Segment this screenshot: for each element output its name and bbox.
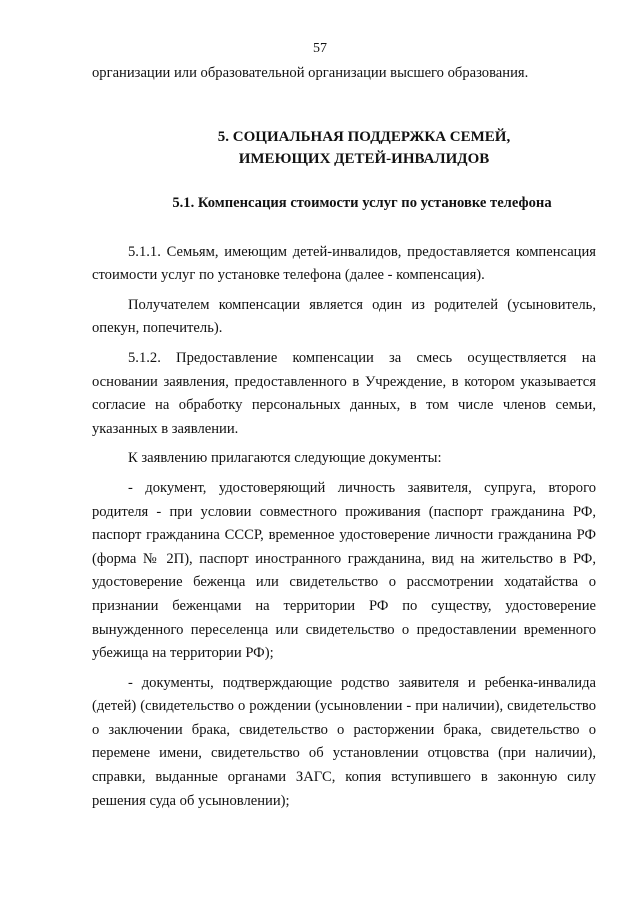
intro-line: организации или образовательной организации высшего образования. bbox=[92, 65, 529, 81]
paragraph-5-1-2: 5.1.2. Предоставление компенсации за смесь осуществляется на основании заявления, предоставленного в Учреждение, в котором указывается согласие на обработку персональных данных, в том числе членов семьи, указанных в заявлении. bbox=[92, 349, 596, 437]
document-body bbox=[92, 62, 596, 813]
list-item-kinship-documents: - документы, подтверждающие родство заявителя и ребенка-инвалида (детей) (свидетельство о рождении (усыновлении - при наличии), свидетельство о заключении брака, свидетельство о расторжении брака, свидетельство о перемене имени, свидетельство об установлении отцовства (при наличии), справки, выданные органами ЗАГС, копия вступившего в законную силу решения суда об усыновлении); bbox=[92, 674, 596, 809]
paragraph-documents-intro: К заявлению прилагаются следующие документы: bbox=[128, 450, 442, 467]
section-title-line2: ИМЕЮЩИХ ДЕТЕЙ-ИНВАЛИДОВ bbox=[238, 150, 490, 167]
section-title-line1: 5. СОЦИАЛЬНАЯ ПОДДЕРЖКА СЕМЕЙ, bbox=[217, 128, 511, 145]
subsection-title: 5.1. Компенсация стоимости услуг по установке телефона bbox=[172, 194, 552, 211]
list-item-identity-document: - документ, удостоверяющий личность заявителя, супруга, второго родителя - при условии совместного проживания (паспорт гражданина РФ, паспорт гражданина СССР, временное удостоверение личности гражданина РФ (форма № 2П), паспорт иностранного гражданина, вид на жительство в РФ, удостоверение беженца или свидетельство о рассмотрении ходатайства о признании беженцами на территории РФ по существу, удостоверение вынужденного переселенца или свидетельство о предоставлении временного убежища на территории РФ); bbox=[92, 479, 596, 662]
section-title bbox=[92, 126, 596, 170]
paragraph-5-1-1: 5.1.1. Семьям, имеющим детей-инвалидов, предоставляется компенсация стоимости услуг по установке телефона (далее - компенсация). bbox=[92, 243, 596, 284]
paragraph-recipient: Получателем компенсации является один из родителей (усыновитель, опекун, попечитель). bbox=[92, 296, 596, 337]
page-number: 57 bbox=[313, 41, 327, 56]
